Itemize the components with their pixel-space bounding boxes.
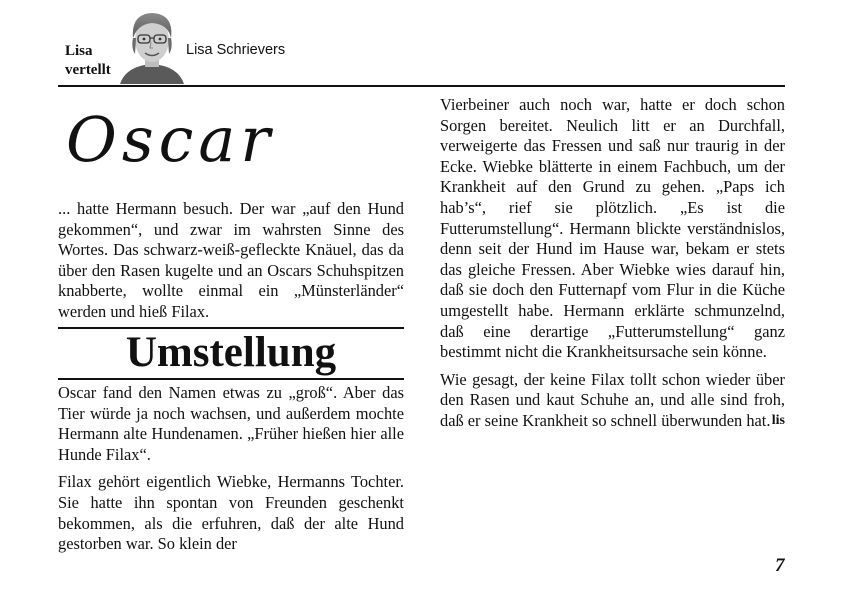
page-number: 7 [775,555,785,576]
author-photo [118,8,186,84]
column-label-line2: vertellt [65,62,111,78]
author-signature: lis [771,412,785,428]
author-name: Lisa Schrievers [186,42,286,58]
body-paragraph-2: Filax gehört eigentlich Wiebke, Hermanns Tochter. Sie hatte ihn spontan von Freunden geschenkt bekommen, als die erfuhren, daß der alte Hund gestorben war. So klein der [58,472,404,554]
body-paragraph-2-continued: Vierbeiner auch noch war, hatte er doch schon Sorgen bereitet. Neulich litt er an Durchfall, verweigerte das Fressen und saß nur traurig in der Ecke. Wiebke blätterte in einem Fachbuch, um der Krankheit auf den Grund zu gehen. „Paps ich hab’s“, rief sie plötzlich. „Es ist die Futterumstellung“. Hermann blickte verständnislos, denn seit der Hund im Hause war, bekam er stets das gleiche Fressen. Aber Wiebke wies darauf hin, daß sie doch den Futternapf vom Flur in die Küche umgestellt habe. Hermann erklärte schmunzelnd, daß eine derartige „Futterumstellung“ ganz bestimmt nicht die Krankheitsursache sein könne. [440,95,785,362]
heading-rule-bottom [58,378,404,380]
body-paragraph-3-text: Wie gesagt, der keine Filax tollt schon wieder über den Rasen und kaut Schuhe an, und alle sind froh, daß er seine Krankheit so schnell überwunden hat. [440,369,785,430]
article-title: Oscar [66,103,275,176]
column-label [65,42,111,80]
body-paragraph-1: Oscar fand den Namen etwas zu „groß“. Aber das Tier würde ja noch wachsen, und außerdem mochte Hermann alte Hundenamen. „Früher hießen hier alle Hunde Filax“. [58,383,404,464]
header-divider [58,85,785,87]
intro-paragraph: ... hatte Hermann besuch. Der war „auf den Hund gekommen“, und zwar im wahrsten Sinne des Wortes. Das schwarz-weiß-gefleckte Knäuel, das da über den Rasen kugelte und an Oscars Schuhspitzen knabberte, wollte einmal ein „Münsterländer“ werden und hieß Filax. [58,199,404,321]
left-column [58,383,404,555]
column-label-line1: Lisa [65,43,93,59]
intro-column [58,199,404,323]
section-heading: Umstellung [125,329,337,376]
body-paragraph-3 [440,370,785,432]
right-column [440,95,785,432]
